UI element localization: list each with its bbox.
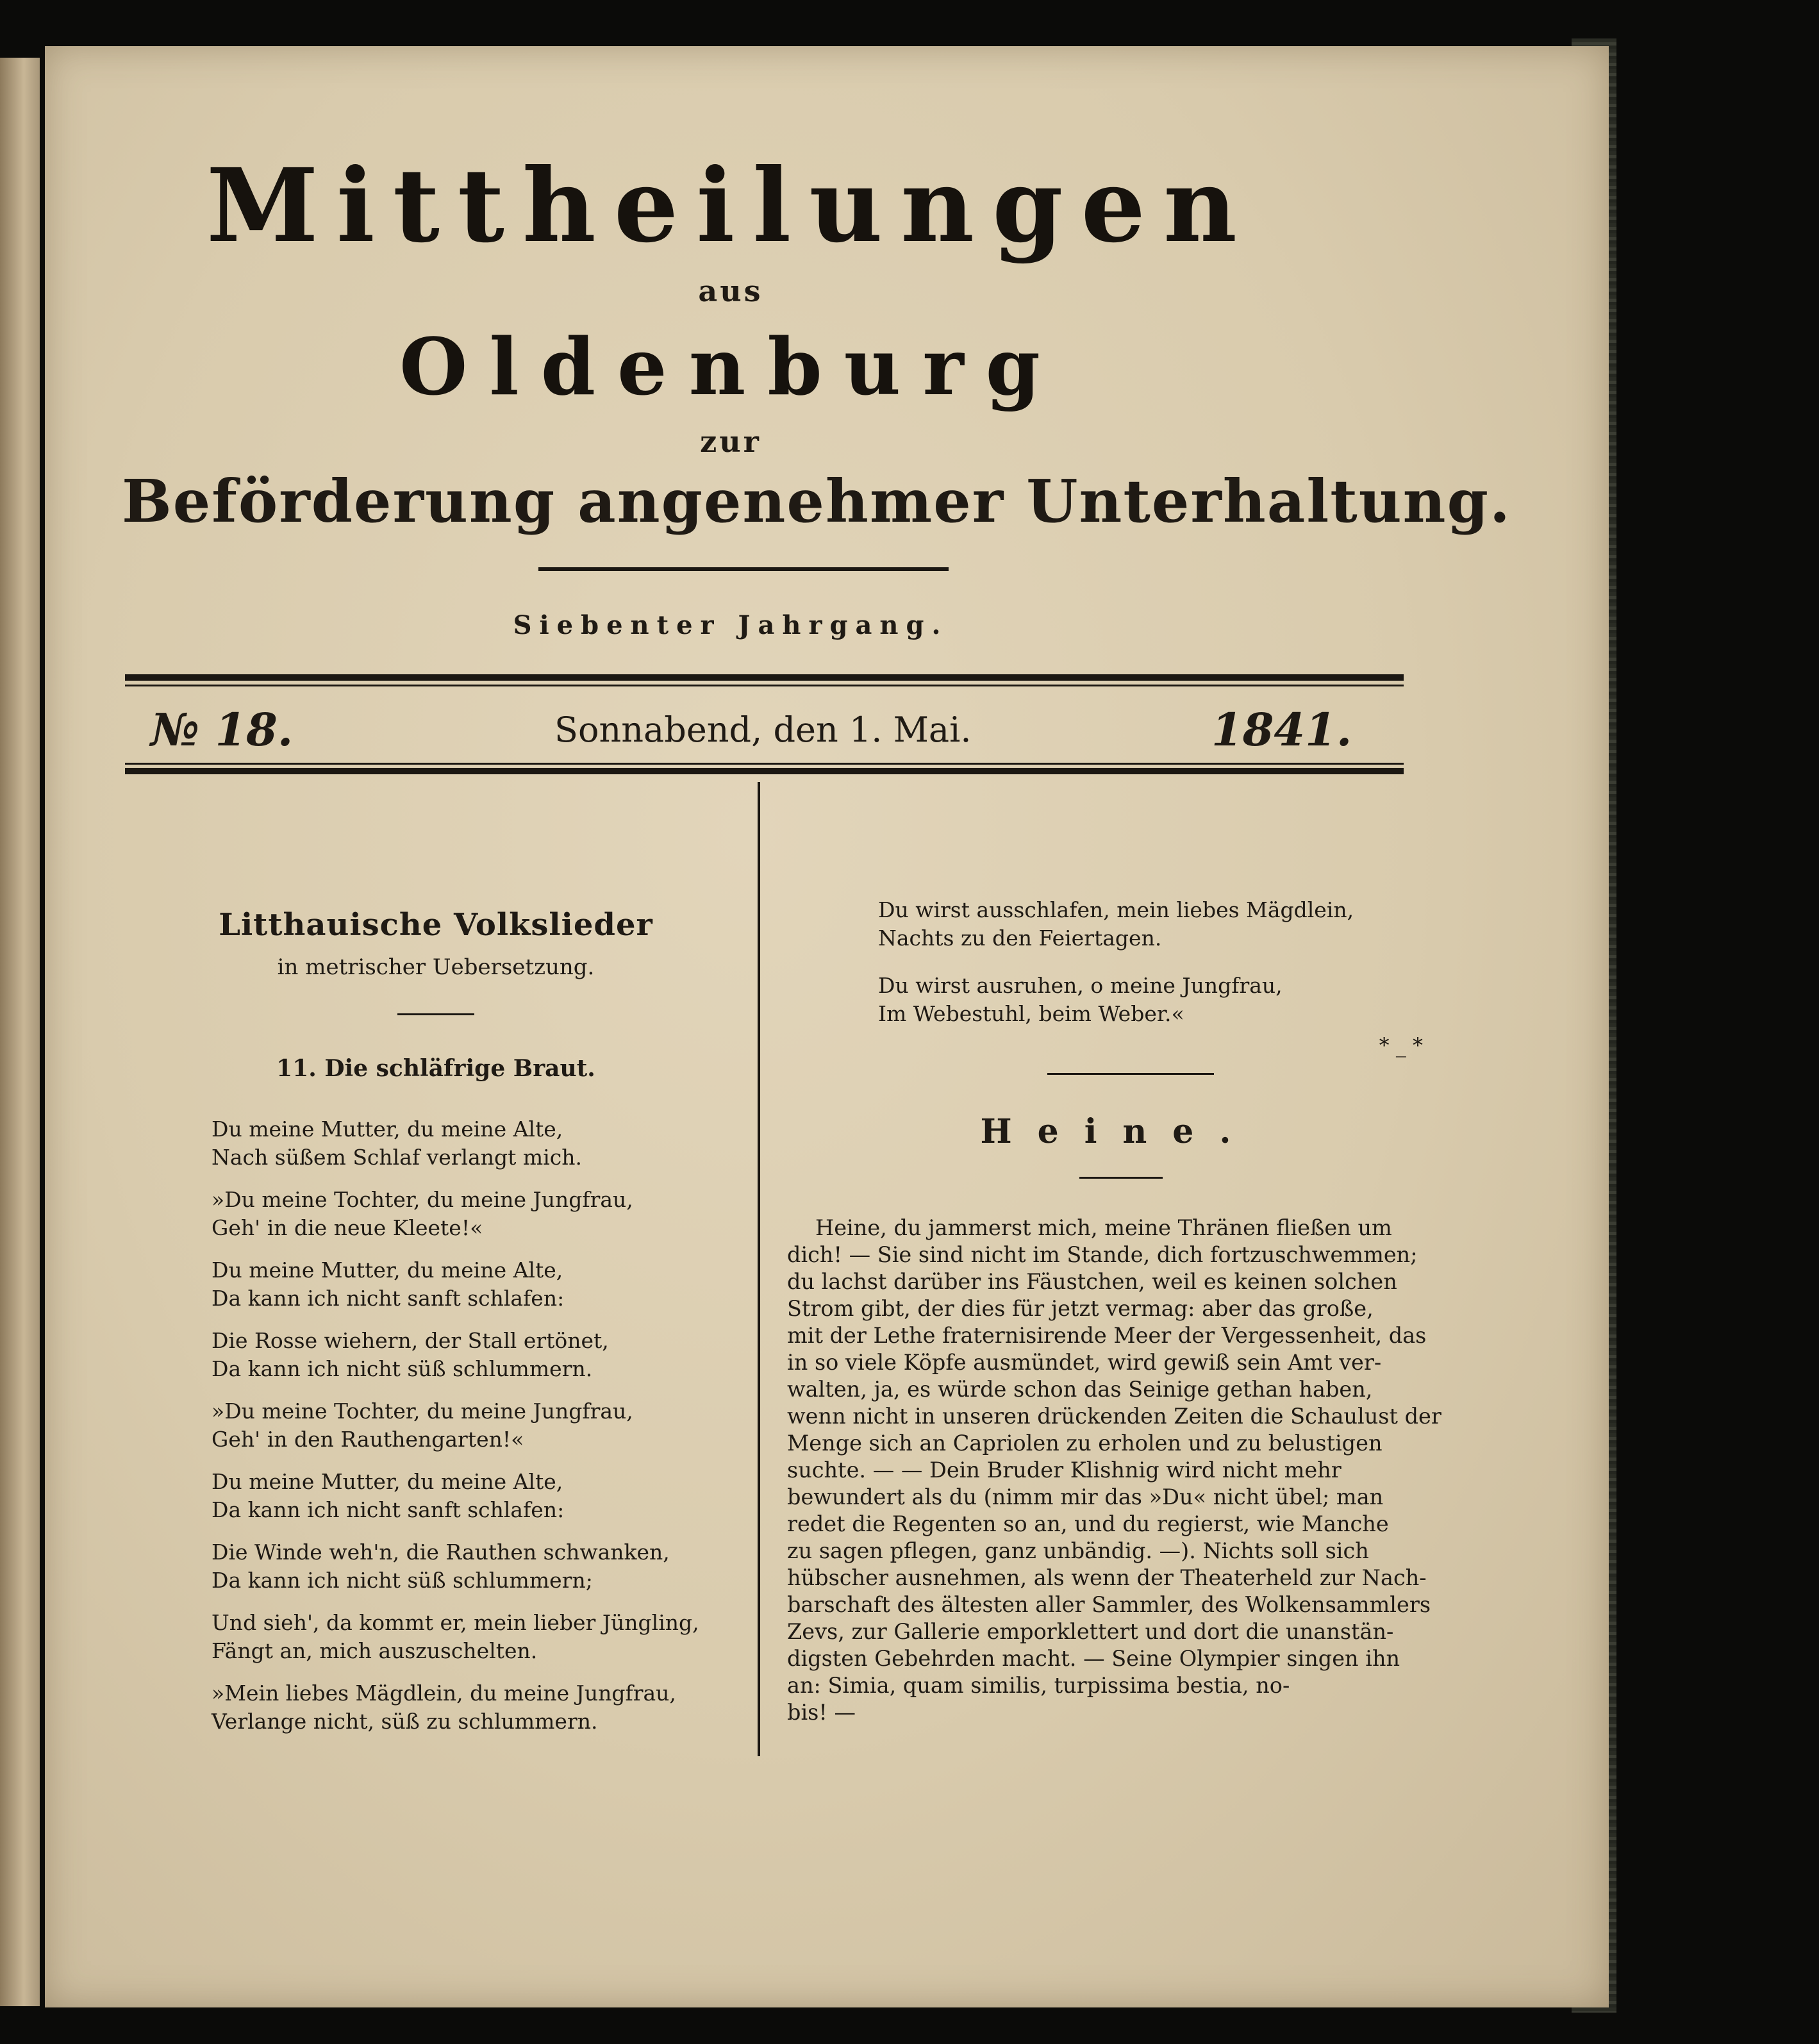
- poem-stanza: [212, 1679, 743, 1736]
- poem-stanza: [212, 1115, 743, 1172]
- heading-rule: [397, 1013, 474, 1015]
- poem-line: Du meine Mutter, du meine Alte,: [212, 1469, 563, 1494]
- article-line: Menge sich an Capriolen zu erholen und zu belustigen: [787, 1431, 1383, 1456]
- poem-line: Die Rosse wiehern, der Stall ertönet,: [212, 1328, 609, 1353]
- poem-title: 11. Die schläfrige Braut.: [276, 1055, 595, 1082]
- masthead-title: Mittheilungen: [206, 147, 1255, 265]
- poem-stanza: [212, 1186, 743, 1242]
- poem-signature: * _ *: [1379, 1033, 1423, 1058]
- section-subheading: in metrischer Uebersetzung.: [277, 954, 595, 980]
- left-column: [128, 782, 743, 1750]
- poem-line: Du wirst ausschlafen, mein liebes Mägdlein,: [878, 897, 1354, 922]
- issue-rule-bottom: [125, 768, 1404, 774]
- article-line: redet die Regenten so an, und du regierst, wie Manche: [787, 1511, 1389, 1536]
- masthead-subtitle: Beförderung angenehmer Unterhaltung.: [122, 467, 1511, 536]
- masthead-aus: aus: [698, 274, 763, 308]
- poem-line: Fängt an, mich auszuschelten.: [212, 1638, 538, 1663]
- poem-stanza: [212, 1468, 743, 1524]
- poem-line: Nach süßem Schlaf verlangt mich.: [212, 1145, 582, 1170]
- article-line: walten, ja, es würde schon das Seinige gethan haben,: [787, 1377, 1373, 1402]
- poem-line: Nachts zu den Feiertagen.: [878, 926, 1162, 951]
- poem-stanza: [212, 1609, 743, 1665]
- poem-stanza: [212, 1256, 743, 1313]
- poem-stanza: [212, 1538, 743, 1595]
- right-column: [776, 782, 1449, 1726]
- section-heading: Litthauische Volkslieder: [219, 907, 653, 943]
- poem-line: »Du meine Tochter, du meine Jungfrau,: [212, 1187, 633, 1212]
- article-line: an: Simia, quam similis, turpissima bestia, no-: [787, 1673, 1290, 1698]
- article-line: mit der Lethe fraternisirende Meer der Vergessenheit, das: [787, 1323, 1427, 1348]
- article-line: Heine, du jammerst mich, meine Thränen fließen um: [815, 1215, 1392, 1240]
- column-divider: [758, 782, 760, 1756]
- article-line: zu sagen pflegen, ganz unbändig. —). Nichts soll sich: [787, 1538, 1369, 1563]
- poem-line: Und sieh', da kommt er, mein lieber Jüngling,: [212, 1610, 699, 1635]
- masthead-place: Oldenburg: [399, 320, 1062, 413]
- poem-stanza: [878, 896, 1449, 952]
- article-body: [776, 1215, 1449, 1726]
- poem-stanza: [212, 1397, 743, 1454]
- article-line: dich! — Sie sind nicht im Stande, dich fortzuschwemmen;: [787, 1242, 1418, 1267]
- article-line: du lachst darüber ins Fäustchen, weil es keinen solchen: [787, 1269, 1397, 1294]
- issue-rule-bottom-thin: [125, 763, 1404, 765]
- article-line: Zevs, zur Gallerie emporklettert und dort die unanstän-: [787, 1619, 1394, 1644]
- poem-line: Da kann ich nicht sanft schlafen:: [212, 1497, 565, 1522]
- article-line: barschaft des ältesten aller Sammler, des Wolkensammlers: [787, 1592, 1431, 1617]
- adjacent-page-edge: [0, 58, 40, 2006]
- volume-line: Siebenter Jahrgang.: [513, 610, 949, 640]
- poem-line: Geh' in den Rauthengarten!«: [212, 1427, 524, 1452]
- article-title-rule: [1079, 1177, 1163, 1179]
- poem-line: Verlange nicht, süß zu schlummern.: [212, 1709, 598, 1734]
- poem-line: Du meine Mutter, du meine Alte,: [212, 1258, 563, 1283]
- poem-end-rule: [1047, 1073, 1214, 1075]
- poem-stanza: [212, 1327, 743, 1383]
- poem-body: [128, 1115, 743, 1736]
- article-title: Heine.: [980, 1112, 1257, 1151]
- issue-rule-top-thin: [125, 685, 1404, 686]
- poem-continuation: [776, 896, 1449, 1028]
- poem-line: Geh' in die neue Kleete!«: [212, 1215, 483, 1240]
- masthead-short-rule: [538, 567, 949, 571]
- article-line: hübscher ausnehmen, als wenn der Theaterheld zur Nach-: [787, 1565, 1427, 1590]
- poem-line: Da kann ich nicht süß schlummern;: [212, 1568, 593, 1593]
- poem-line: Die Winde weh'n, die Rauthen schwanken,: [212, 1540, 670, 1565]
- article-line: bis! —: [787, 1700, 856, 1725]
- article-line: suchte. — — Dein Bruder Klishnig wird nicht mehr: [787, 1458, 1341, 1483]
- poem-line: Du meine Mutter, du meine Alte,: [212, 1117, 563, 1142]
- article-line: in so viele Köpfe ausmündet, wird gewiß sein Amt ver-: [787, 1350, 1382, 1375]
- poem-line: Im Webestuhl, beim Weber.«: [878, 1001, 1184, 1026]
- issue-rule-top: [125, 674, 1404, 681]
- article-line: Strom gibt, der dies für jetzt vermag: aber das große,: [787, 1296, 1374, 1321]
- poem-line: Du wirst ausruhen, o meine Jungfrau,: [878, 973, 1283, 998]
- poem-line: »Mein liebes Mägdlein, du meine Jungfrau,: [212, 1681, 676, 1706]
- newspaper-page: [45, 46, 1609, 2007]
- issue-number: № 18.: [151, 703, 294, 756]
- article-line: digsten Gebehrden macht. — Seine Olympier singen ihn: [787, 1646, 1400, 1671]
- issue-year: 1841.: [1211, 703, 1352, 756]
- masthead-zur: zur: [700, 424, 761, 459]
- issue-date: Sonnabend, den 1. Mai.: [554, 710, 972, 750]
- article-line: bewundert als du (nimm mir das »Du« nicht übel; man: [787, 1484, 1384, 1509]
- poem-line: Da kann ich nicht süß schlummern.: [212, 1356, 593, 1381]
- poem-stanza: [878, 972, 1449, 1028]
- article-line: wenn nicht in unseren drückenden Zeiten die Schaulust der: [787, 1404, 1441, 1429]
- poem-line: »Du meine Tochter, du meine Jungfrau,: [212, 1399, 633, 1424]
- poem-line: Da kann ich nicht sanft schlafen:: [212, 1286, 565, 1311]
